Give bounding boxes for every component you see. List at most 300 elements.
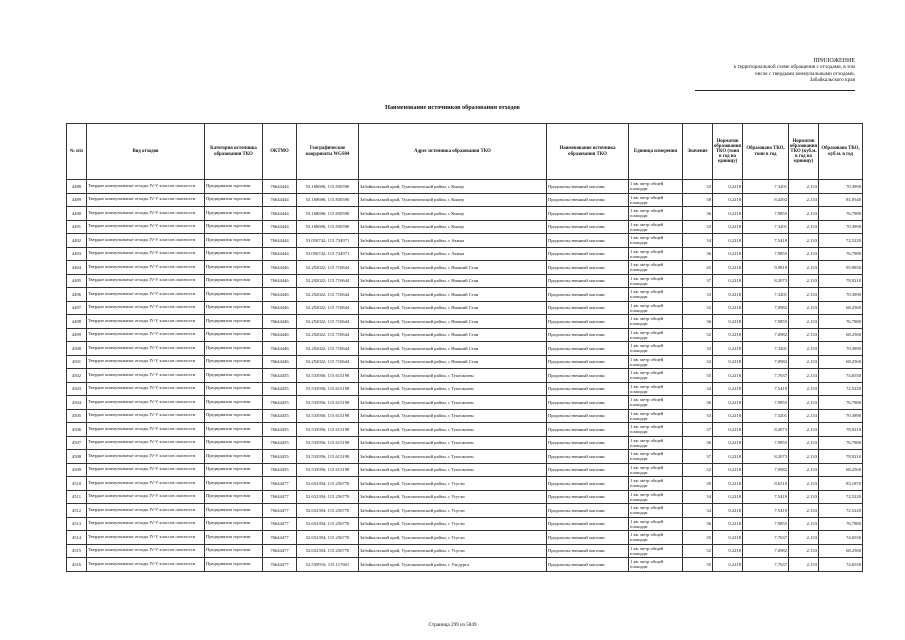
cell-oktmo: 76644444 — [263, 207, 297, 221]
cell-source-name: Продовольственный магазин — [547, 288, 629, 302]
cell-norm-tons: 0,2218 — [713, 369, 743, 383]
cell-coordinates: 53.533956; 115.615198 — [297, 436, 359, 450]
cell-source-name: Продовольственный магазин — [547, 274, 629, 288]
cell-unit: 1 кв. метр общей площади — [629, 193, 683, 207]
table-row — [67, 382, 863, 396]
cell-tons: 7,7637 — [743, 369, 789, 383]
cell-norm-tons: 0,2218 — [713, 409, 743, 423]
cell-coordinates: 53.168696; 115.830590 — [297, 220, 359, 234]
cell-address: Забайкальский край, Тунгокоченский район, с Акима — [359, 247, 547, 261]
cell-number: 4513 — [67, 517, 87, 531]
cell-waste-type: Твердые коммунальные отходы IV-V классов опасности — [87, 463, 205, 477]
cell-tons: 7,0982 — [743, 355, 789, 369]
cell-norm-tons: 0,2218 — [713, 396, 743, 410]
cell-tons: 7,3201 — [743, 342, 789, 356]
column-header: Норматив образования ТКО (куб.м. в год на единицу) — [789, 124, 819, 180]
cell-address: Забайкальский край, Тунгокоченский район, с Нижний Стан — [359, 261, 547, 275]
cell-coordinates: 53.533956; 115.615198 — [297, 450, 359, 464]
column-header: Адрес источника образования ТКО — [359, 124, 547, 180]
cell-source-category: Предприятия торговли — [205, 436, 263, 450]
cell-value: 36 — [683, 207, 713, 221]
cell-source-name: Продовольственный магазин — [547, 423, 629, 437]
cell-norm-cubic: 2,133 — [789, 369, 819, 383]
table-row — [67, 517, 863, 531]
cell-source-name: Продовольственный магазин — [547, 315, 629, 329]
cell-norm-tons: 0,2218 — [713, 504, 743, 518]
cell-coordinates: 52.292022; 115.710644 — [297, 274, 359, 288]
cell-waste-type: Твердые коммунальные отходы IV-V классов опасности — [87, 328, 205, 342]
cell-value: 45 — [683, 261, 713, 275]
table-row — [67, 180, 863, 194]
cell-oktmo: 76644477 — [263, 531, 297, 545]
table-row — [67, 274, 863, 288]
table-row — [67, 355, 863, 369]
cell-cubic: 74,6550 — [819, 369, 863, 383]
cell-oktmo: 76644477 — [263, 517, 297, 531]
cell-waste-type: Твердые коммунальные отходы IV-V классов опасности — [87, 544, 205, 558]
cell-coordinates: 53.533956; 115.615198 — [297, 463, 359, 477]
cell-value: 34 — [683, 382, 713, 396]
cell-source-name: Продовольственный магазин — [547, 193, 629, 207]
cell-number: 4511 — [67, 490, 87, 504]
cell-oktmo: 76644477 — [263, 490, 297, 504]
cell-coordinates: 52.292022; 115.710644 — [297, 342, 359, 356]
column-header: Наименование источника образования ТКО — [547, 124, 629, 180]
cell-oktmo: 76644446 — [263, 328, 297, 342]
cell-source-name: Продовольственный магазин — [547, 463, 629, 477]
cell-source-category: Предприятия торговли — [205, 207, 263, 221]
cell-norm-tons: 0,2218 — [713, 234, 743, 248]
cell-address: Забайкальский край, Тунгокоченский район, с Тунгокочен — [359, 396, 547, 410]
cell-tons: 8,2073 — [743, 423, 789, 437]
document-title: Наименование источников образования отходов — [385, 104, 520, 111]
cell-address: Забайкальский край, Тунгокоченский район, с Кыкер — [359, 180, 547, 194]
cell-value: 37 — [683, 423, 713, 437]
cell-coordinates: 52.539916; 115.117601 — [297, 558, 359, 572]
cell-value: 33 — [683, 180, 713, 194]
cell-source-name: Продовольственный магазин — [547, 558, 629, 572]
cell-number: 4493 — [67, 247, 87, 261]
cell-value: 32 — [683, 328, 713, 342]
cell-number: 4516 — [67, 558, 87, 572]
cell-number: 4498 — [67, 315, 87, 329]
table-row — [67, 409, 863, 423]
cell-norm-tons: 0,2218 — [713, 342, 743, 356]
appendix-rule — [695, 90, 855, 91]
cell-norm-cubic: 2,133 — [789, 261, 819, 275]
column-header: Образовано ТКО, тонн в год — [743, 124, 789, 180]
cell-number: 4502 — [67, 369, 87, 383]
cell-cubic: 70,3890 — [819, 288, 863, 302]
table-row — [67, 288, 863, 302]
appendix-block — [655, 58, 855, 91]
cell-waste-type: Твердые коммунальные отходы IV-V классов опасности — [87, 423, 205, 437]
cell-norm-tons: 0,2218 — [713, 558, 743, 572]
cell-source-category: Предприятия торговли — [205, 504, 263, 518]
cell-norm-cubic: 2,133 — [789, 355, 819, 369]
cell-unit: 1 кв. метр общей площади — [629, 490, 683, 504]
table-row — [67, 396, 863, 410]
cell-number: 4497 — [67, 301, 87, 315]
cell-source-name: Продовольственный магазин — [547, 207, 629, 221]
cell-unit: 1 кв. метр общей площади — [629, 342, 683, 356]
cell-oktmo: 76644477 — [263, 544, 297, 558]
cell-cubic: 70,3890 — [819, 342, 863, 356]
cell-tons: 7,0982 — [743, 328, 789, 342]
cell-tons: 7,9855 — [743, 517, 789, 531]
cell-tons: 7,5419 — [743, 382, 789, 396]
table-body — [67, 180, 863, 572]
cell-tons: 7,0982 — [743, 463, 789, 477]
table-row — [67, 463, 863, 477]
cell-waste-type: Твердые коммунальные отходы IV-V классов опасности — [87, 409, 205, 423]
cell-norm-tons: 0,2218 — [713, 423, 743, 437]
cell-number: 4494 — [67, 261, 87, 275]
cell-source-category: Предприятия торговли — [205, 490, 263, 504]
cell-number: 4488 — [67, 180, 87, 194]
cell-tons: 8,4292 — [743, 193, 789, 207]
cell-address: Забайкальский край, Тунгокоченский район, с Тунгокочен — [359, 382, 547, 396]
cell-cubic: 76,7880 — [819, 247, 863, 261]
cell-cubic: 83,1870 — [819, 477, 863, 491]
cell-source-name: Продовольственный магазин — [547, 544, 629, 558]
cell-source-category: Предприятия торговли — [205, 463, 263, 477]
cell-coordinates: 52.292022; 115.710644 — [297, 315, 359, 329]
cell-waste-type: Твердые коммунальные отходы IV-V классов опасности — [87, 342, 205, 356]
cell-oktmo: 76644444 — [263, 247, 297, 261]
cell-unit: 1 кв. метр общей площади — [629, 544, 683, 558]
cell-source-name: Продовольственный магазин — [547, 234, 629, 248]
cell-source-name: Продовольственный магазин — [547, 396, 629, 410]
cell-tons: 7,9855 — [743, 315, 789, 329]
cell-norm-tons: 0,2218 — [713, 517, 743, 531]
cell-unit: 1 кв. метр общей площади — [629, 328, 683, 342]
cell-waste-type: Твердые коммунальные отходы IV-V классов опасности — [87, 396, 205, 410]
cell-value: 34 — [683, 490, 713, 504]
cell-source-category: Предприятия торговли — [205, 328, 263, 342]
cell-address: Забайкальский край, Тунгокоченский район, с Нижний Стан — [359, 342, 547, 356]
cell-norm-tons: 0,2218 — [713, 355, 743, 369]
cell-waste-type: Твердые коммунальные отходы IV-V классов опасности — [87, 558, 205, 572]
cell-cubic: 72,5220 — [819, 234, 863, 248]
cell-oktmo: 76644446 — [263, 261, 297, 275]
cell-source-category: Предприятия торговли — [205, 355, 263, 369]
cell-number: 4501 — [67, 355, 87, 369]
cell-value: 34 — [683, 234, 713, 248]
cell-norm-tons: 0,2218 — [713, 315, 743, 329]
cell-waste-type: Твердые коммунальные отходы IV-V классов опасности — [87, 274, 205, 288]
cell-unit: 1 кв. метр общей площади — [629, 261, 683, 275]
cell-coordinates: 52.652394; 115.256770 — [297, 517, 359, 531]
cell-unit: 1 кв. метр общей площади — [629, 450, 683, 464]
cell-value: 35 — [683, 531, 713, 545]
cell-number: 4504 — [67, 396, 87, 410]
cell-cubic: 68,2560 — [819, 544, 863, 558]
cell-norm-tons: 0,2218 — [713, 193, 743, 207]
cell-source-category: Предприятия торговли — [205, 477, 263, 491]
cell-tons: 7,3201 — [743, 220, 789, 234]
cell-source-name: Продовольственный магазин — [547, 531, 629, 545]
cell-coordinates: 53.533956; 115.615198 — [297, 423, 359, 437]
cell-waste-type: Твердые коммунальные отходы IV-V классов опасности — [87, 490, 205, 504]
cell-source-category: Предприятия торговли — [205, 247, 263, 261]
cell-coordinates: 52.652394; 115.256770 — [297, 490, 359, 504]
cell-coordinates: 52.652394; 115.256770 — [297, 544, 359, 558]
cell-cubic: 74,6550 — [819, 531, 863, 545]
table-row — [67, 261, 863, 275]
column-header: Значение — [683, 124, 713, 180]
cell-number: 4510 — [67, 477, 87, 491]
cell-oktmo: 76644446 — [263, 355, 297, 369]
cell-address: Забайкальский край, Тунгокоченский район, с Кыкер — [359, 193, 547, 207]
cell-unit: 1 кв. метр общей площади — [629, 504, 683, 518]
cell-value: 35 — [683, 558, 713, 572]
cell-waste-type: Твердые коммунальные отходы IV-V классов опасности — [87, 207, 205, 221]
cell-oktmo: 76644446 — [263, 274, 297, 288]
cell-value: 36 — [683, 247, 713, 261]
table-row — [67, 436, 863, 450]
cell-norm-tons: 0,2218 — [713, 288, 743, 302]
cell-address: Забайкальский край, Тунгокоченский район, с Нижний Стан — [359, 288, 547, 302]
cell-waste-type: Твердые коммунальные отходы IV-V классов опасности — [87, 450, 205, 464]
cell-source-category: Предприятия торговли — [205, 396, 263, 410]
table-row — [67, 490, 863, 504]
cell-cubic: 68,2560 — [819, 355, 863, 369]
cell-unit: 1 кв. метр общей площади — [629, 396, 683, 410]
cell-value: 35 — [683, 369, 713, 383]
cell-source-name: Продовольственный магазин — [547, 328, 629, 342]
cell-address: Забайкальский край, Тунгокоченский район, с Усугли — [359, 544, 547, 558]
cell-norm-tons: 0,2218 — [713, 328, 743, 342]
table-row — [67, 301, 863, 315]
cell-tons: 7,3201 — [743, 180, 789, 194]
cell-coordinates: 53.050742; 115.734971 — [297, 234, 359, 248]
cell-cubic: 78,9210 — [819, 423, 863, 437]
cell-tons: 7,9855 — [743, 396, 789, 410]
cell-tons: 7,5419 — [743, 234, 789, 248]
cell-value: 37 — [683, 274, 713, 288]
cell-norm-cubic: 2,133 — [789, 517, 819, 531]
cell-oktmo: 76644477 — [263, 504, 297, 518]
cell-norm-cubic: 2,133 — [789, 463, 819, 477]
table-row — [67, 423, 863, 437]
cell-oktmo: 76644455 — [263, 396, 297, 410]
cell-address: Забайкальский край, Тунгокоченский район, с Тунгокочен — [359, 463, 547, 477]
cell-norm-cubic: 2,133 — [789, 234, 819, 248]
cell-address: Забайкальский край, Тунгокоченский район, с Нижний Стан — [359, 274, 547, 288]
cell-source-category: Предприятия торговли — [205, 382, 263, 396]
cell-oktmo: 76644455 — [263, 409, 297, 423]
cell-number: 4515 — [67, 544, 87, 558]
cell-norm-tons: 0,2218 — [713, 220, 743, 234]
table-row — [67, 504, 863, 518]
cell-norm-cubic: 2,133 — [789, 207, 819, 221]
column-header: Норматив образования ТКО (тонн в год на единицу) — [713, 124, 743, 180]
cell-unit: 1 кв. метр общей площади — [629, 288, 683, 302]
cell-norm-tons: 0,2218 — [713, 450, 743, 464]
cell-tons: 9,9819 — [743, 261, 789, 275]
cell-number: 4512 — [67, 504, 87, 518]
cell-address: Забайкальский край, Тунгокоченский район, с Тунгокочен — [359, 423, 547, 437]
cell-source-category: Предприятия торговли — [205, 220, 263, 234]
cell-norm-cubic: 2,133 — [789, 423, 819, 437]
table-row — [67, 342, 863, 356]
table-row — [67, 220, 863, 234]
cell-oktmo: 76644455 — [263, 423, 297, 437]
cell-address: Забайкальский край, Тунгокоченский район, с Тунгокочен — [359, 369, 547, 383]
cell-cubic: 72,5220 — [819, 504, 863, 518]
cell-waste-type: Твердые коммунальные отходы IV-V классов опасности — [87, 301, 205, 315]
table-row — [67, 328, 863, 342]
cell-tons: 8,2073 — [743, 274, 789, 288]
cell-norm-cubic: 2,133 — [789, 409, 819, 423]
cell-coordinates: 53.168696; 115.830590 — [297, 207, 359, 221]
cell-unit: 1 кв. метр общей площади — [629, 234, 683, 248]
cell-oktmo: 76644446 — [263, 342, 297, 356]
table-row — [67, 450, 863, 464]
cell-coordinates: 52.652394; 115.256770 — [297, 504, 359, 518]
cell-norm-cubic: 2,133 — [789, 247, 819, 261]
cell-norm-tons: 0,2218 — [713, 490, 743, 504]
cell-norm-cubic: 2,133 — [789, 193, 819, 207]
cell-address: Забайкальский край, Тунгокоченский район, с Ульдурга — [359, 558, 547, 572]
cell-number: 4503 — [67, 382, 87, 396]
cell-tons: 7,7637 — [743, 531, 789, 545]
cell-source-name: Продовольственный магазин — [547, 355, 629, 369]
table-row — [67, 544, 863, 558]
cell-source-category: Предприятия торговли — [205, 274, 263, 288]
page-number: Страница 299 из 5849 — [428, 622, 477, 628]
table-row — [67, 558, 863, 572]
cell-cubic: 68,2560 — [819, 328, 863, 342]
cell-address: Забайкальский край, Тунгокоченский район, с Усугли — [359, 531, 547, 545]
cell-norm-tons: 0,2218 — [713, 382, 743, 396]
cell-source-category: Предприятия торговли — [205, 234, 263, 248]
cell-norm-tons: 0,2218 — [713, 274, 743, 288]
cell-source-name: Продовольственный магазин — [547, 180, 629, 194]
cell-waste-type: Твердые коммунальные отходы IV-V классов опасности — [87, 436, 205, 450]
cell-norm-cubic: 2,133 — [789, 477, 819, 491]
cell-norm-cubic: 2,133 — [789, 504, 819, 518]
column-header: Категория источника образования ТКО — [205, 124, 263, 180]
cell-unit: 1 кв. метр общей площади — [629, 409, 683, 423]
cell-norm-cubic: 2,133 — [789, 180, 819, 194]
cell-source-category: Предприятия торговли — [205, 315, 263, 329]
cell-unit: 1 кв. метр общей площади — [629, 558, 683, 572]
cell-value: 32 — [683, 301, 713, 315]
cell-norm-tons: 0,2218 — [713, 180, 743, 194]
cell-norm-cubic: 2,133 — [789, 342, 819, 356]
cell-value: 38 — [683, 193, 713, 207]
cell-tons: 7,9855 — [743, 207, 789, 221]
cell-unit: 1 кв. метр общей площади — [629, 220, 683, 234]
cell-unit: 1 кв. метр общей площади — [629, 463, 683, 477]
cell-number: 4505 — [67, 409, 87, 423]
cell-norm-cubic: 2,133 — [789, 315, 819, 329]
cell-unit: 1 кв. метр общей площади — [629, 517, 683, 531]
cell-oktmo: 76644455 — [263, 369, 297, 383]
cell-cubic: 68,2560 — [819, 301, 863, 315]
cell-coordinates: 53.533956; 115.615198 — [297, 409, 359, 423]
cell-oktmo: 76644444 — [263, 193, 297, 207]
cell-cubic: 78,9210 — [819, 450, 863, 464]
cell-address: Забайкальский край, Тунгокоченский район, с Нижний Стан — [359, 315, 547, 329]
cell-oktmo: 76644444 — [263, 180, 297, 194]
cell-unit: 1 кв. метр общей площади — [629, 315, 683, 329]
cell-source-category: Предприятия торговли — [205, 450, 263, 464]
cell-norm-cubic: 2,133 — [789, 531, 819, 545]
cell-number: 4496 — [67, 288, 87, 302]
cell-value: 32 — [683, 463, 713, 477]
cell-source-name: Продовольственный магазин — [547, 490, 629, 504]
cell-norm-cubic: 2,133 — [789, 396, 819, 410]
cell-address: Забайкальский край, Тунгокоченский район, с Тунгокочен — [359, 409, 547, 423]
cell-oktmo: 76644455 — [263, 463, 297, 477]
cell-norm-tons: 0,2218 — [713, 247, 743, 261]
cell-coordinates: 52.292022; 115.710644 — [297, 288, 359, 302]
table-row — [67, 207, 863, 221]
cell-value: 36 — [683, 396, 713, 410]
cell-norm-cubic: 2,133 — [789, 544, 819, 558]
cell-cubic: 76,7880 — [819, 436, 863, 450]
cell-unit: 1 кв. метр общей площади — [629, 436, 683, 450]
cell-value: 37 — [683, 450, 713, 464]
cell-source-name: Продовольственный магазин — [547, 517, 629, 531]
cell-value: 33 — [683, 409, 713, 423]
cell-cubic: 70,3890 — [819, 409, 863, 423]
cell-source-name: Продовольственный магазин — [547, 382, 629, 396]
cell-source-category: Предприятия торговли — [205, 288, 263, 302]
cell-source-category: Предприятия торговли — [205, 342, 263, 356]
cell-oktmo: 76644455 — [263, 436, 297, 450]
cell-unit: 1 кв. метр общей площади — [629, 531, 683, 545]
cell-norm-tons: 0,2218 — [713, 463, 743, 477]
cell-number: 4495 — [67, 274, 87, 288]
appendix-heading: ПРИЛОЖЕНИЕ — [813, 58, 855, 64]
cell-unit: 1 кв. метр общей площади — [629, 382, 683, 396]
column-header: Вид отходов — [87, 124, 205, 180]
cell-coordinates: 52.652394; 115.256770 — [297, 531, 359, 545]
cell-coordinates: 53.168696; 115.830590 — [297, 180, 359, 194]
cell-source-name: Продовольственный магазин — [547, 409, 629, 423]
cell-value: 32 — [683, 544, 713, 558]
cell-source-name: Продовольственный магазин — [547, 247, 629, 261]
cell-coordinates: 52.652394; 115.256770 — [297, 477, 359, 491]
cell-source-category: Предприятия торговли — [205, 180, 263, 194]
cell-unit: 1 кв. метр общей площади — [629, 207, 683, 221]
appendix-line: Забайкальского края — [809, 77, 855, 84]
cell-norm-cubic: 2,133 — [789, 436, 819, 450]
cell-coordinates: 52.292022; 115.710644 — [297, 261, 359, 275]
cell-oktmo: 76644446 — [263, 315, 297, 329]
cell-source-name: Продовольственный магазин — [547, 477, 629, 491]
cell-waste-type: Твердые коммунальные отходы IV-V классов опасности — [87, 220, 205, 234]
cell-source-name: Продовольственный магазин — [547, 450, 629, 464]
cell-oktmo: 76644455 — [263, 382, 297, 396]
cell-waste-type: Твердые коммунальные отходы IV-V классов опасности — [87, 531, 205, 545]
cell-number: 4491 — [67, 220, 87, 234]
cell-waste-type: Твердые коммунальные отходы IV-V классов опасности — [87, 382, 205, 396]
cell-source-name: Продовольственный магазин — [547, 301, 629, 315]
cell-norm-tons: 0,2218 — [713, 531, 743, 545]
cell-tons: 8,6510 — [743, 477, 789, 491]
table-row — [67, 193, 863, 207]
column-header: Образовано ТКО, куб.м. в год — [819, 124, 863, 180]
cell-waste-type: Твердые коммунальные отходы IV-V классов опасности — [87, 180, 205, 194]
cell-number: 4507 — [67, 436, 87, 450]
cell-value: 39 — [683, 477, 713, 491]
cell-oktmo: 76644455 — [263, 450, 297, 464]
